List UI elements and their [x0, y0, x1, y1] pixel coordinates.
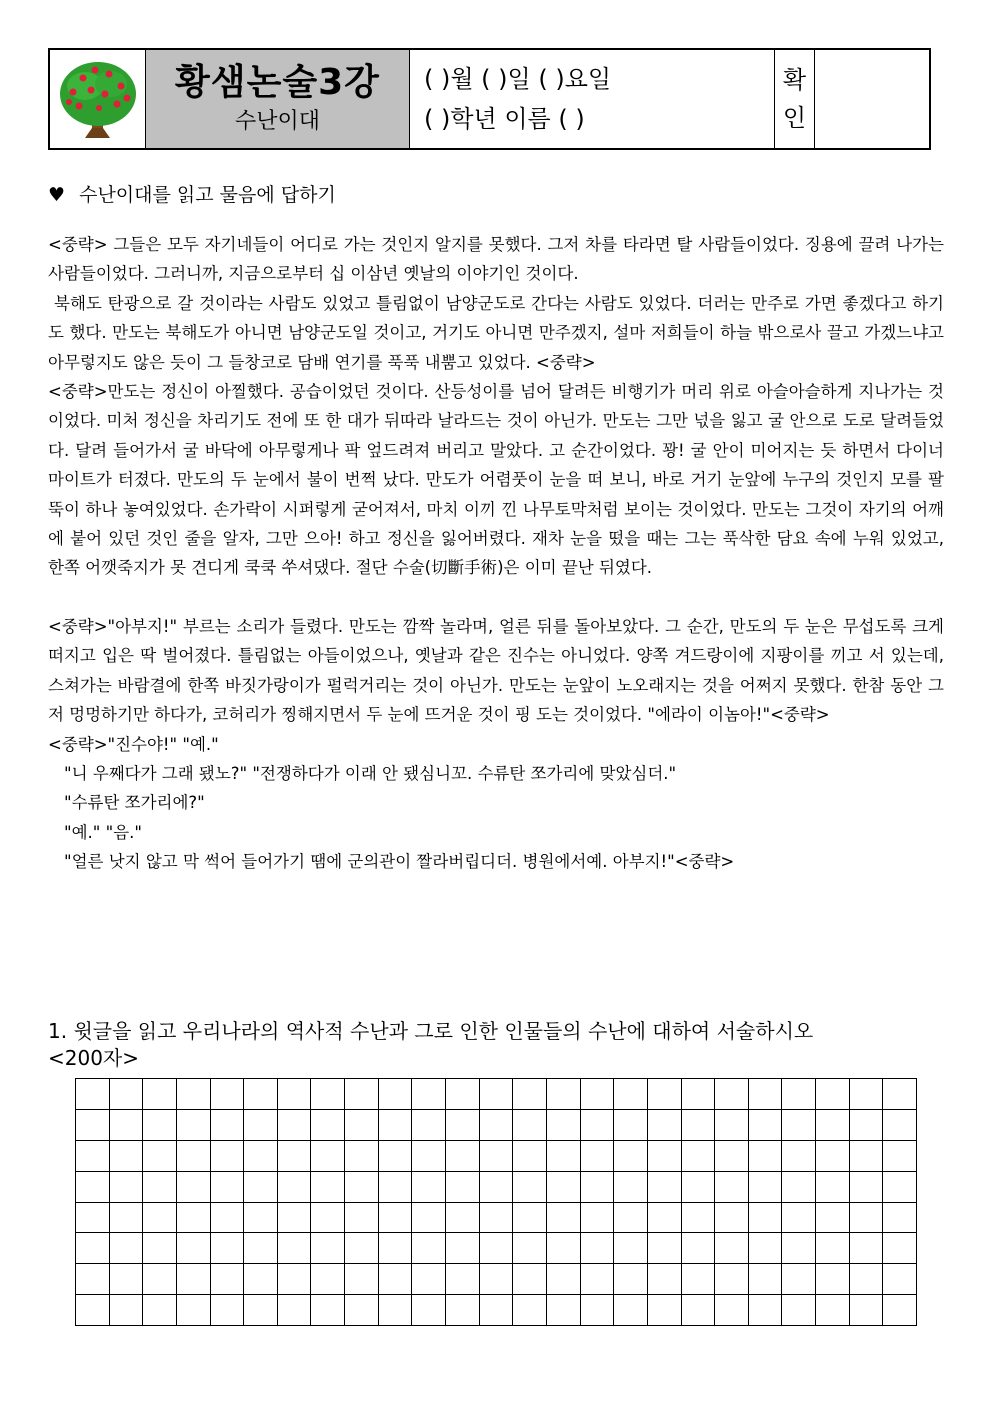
- grid-cell[interactable]: [278, 1203, 312, 1234]
- grid-cell[interactable]: [379, 1110, 413, 1141]
- grid-cell[interactable]: [648, 1264, 682, 1295]
- grid-cell[interactable]: [850, 1110, 884, 1141]
- grid-cell[interactable]: [749, 1264, 783, 1295]
- grid-cell[interactable]: [715, 1233, 749, 1264]
- grid-cell[interactable]: [110, 1295, 144, 1326]
- grid-cell[interactable]: [513, 1110, 547, 1141]
- section-title: [48, 180, 336, 207]
- grid-cell[interactable]: [278, 1079, 312, 1110]
- grid-cell[interactable]: [480, 1079, 514, 1110]
- grid-cell[interactable]: [614, 1079, 648, 1110]
- grid-cell[interactable]: [883, 1264, 917, 1295]
- dialogue-line-4: "예." "음.": [64, 822, 142, 842]
- grid-cell[interactable]: [412, 1079, 446, 1110]
- apple-tree-icon: [55, 56, 141, 142]
- grid-cell[interactable]: [715, 1203, 749, 1234]
- grid-cell[interactable]: [749, 1079, 783, 1110]
- grid-cell[interactable]: [278, 1172, 312, 1203]
- grid-cell[interactable]: [345, 1141, 379, 1172]
- grid-cell[interactable]: [682, 1172, 716, 1203]
- grid-cell[interactable]: [883, 1110, 917, 1141]
- grid-cell[interactable]: [311, 1079, 345, 1110]
- grid-cell[interactable]: [715, 1110, 749, 1141]
- confirm-label-2: 인: [782, 104, 807, 132]
- grid-cell[interactable]: [850, 1079, 884, 1110]
- grid-cell[interactable]: [345, 1172, 379, 1203]
- grid-cell[interactable]: [547, 1264, 581, 1295]
- grid-cell[interactable]: [211, 1079, 245, 1110]
- grid-cell[interactable]: [648, 1079, 682, 1110]
- grid-cell[interactable]: [581, 1079, 615, 1110]
- grid-cell[interactable]: [749, 1141, 783, 1172]
- grid-cell[interactable]: [749, 1110, 783, 1141]
- grid-cell[interactable]: [581, 1233, 615, 1264]
- grid-cell[interactable]: [412, 1172, 446, 1203]
- logo-cell: [50, 50, 146, 148]
- grid-cell[interactable]: [648, 1203, 682, 1234]
- grid-cell[interactable]: [211, 1141, 245, 1172]
- grid-cell[interactable]: [311, 1295, 345, 1326]
- grid-cell[interactable]: [782, 1110, 816, 1141]
- grid-cell[interactable]: [782, 1079, 816, 1110]
- grid-cell[interactable]: [480, 1295, 514, 1326]
- grid-cell[interactable]: [177, 1295, 211, 1326]
- grid-cell[interactable]: [547, 1141, 581, 1172]
- grid-cell[interactable]: [311, 1264, 345, 1295]
- grid-cell[interactable]: [513, 1141, 547, 1172]
- grid-cell[interactable]: [412, 1141, 446, 1172]
- grid-cell[interactable]: [412, 1203, 446, 1234]
- grid-cell[interactable]: [614, 1295, 648, 1326]
- grid-cell[interactable]: [211, 1295, 245, 1326]
- grid-cell[interactable]: [749, 1203, 783, 1234]
- title-cell: [146, 50, 410, 148]
- grid-cell[interactable]: [648, 1110, 682, 1141]
- worksheet-subtitle: 수난이대: [234, 109, 320, 134]
- grid-cell[interactable]: [446, 1295, 480, 1326]
- grade-name-line[interactable]: ( )학년 이름 ( ): [424, 105, 585, 133]
- dialogue-line-5: "얼른 낫지 않고 막 썩어 들어가기 땜에 군의관이 짤라버립디더. 병원에서예. 아부지!"<중략>: [64, 852, 735, 872]
- grid-cell[interactable]: [244, 1264, 278, 1295]
- grid-cell[interactable]: [480, 1172, 514, 1203]
- grid-cell[interactable]: [379, 1172, 413, 1203]
- worksheet-header: [48, 48, 931, 150]
- grid-cell[interactable]: [177, 1110, 211, 1141]
- grid-cell[interactable]: [682, 1110, 716, 1141]
- grid-cell[interactable]: [446, 1233, 480, 1264]
- grid-cell[interactable]: [682, 1295, 716, 1326]
- grid-cell[interactable]: [143, 1233, 177, 1264]
- grid-cell[interactable]: [379, 1079, 413, 1110]
- grid-cell[interactable]: [379, 1264, 413, 1295]
- grid-cell[interactable]: [749, 1172, 783, 1203]
- grid-cell[interactable]: [76, 1110, 110, 1141]
- grid-cell[interactable]: [446, 1110, 480, 1141]
- grid-cell[interactable]: [816, 1110, 850, 1141]
- grid-cell[interactable]: [412, 1110, 446, 1141]
- grid-cell[interactable]: [177, 1203, 211, 1234]
- grid-cell[interactable]: [850, 1172, 884, 1203]
- grid-cell[interactable]: [110, 1141, 144, 1172]
- grid-cell[interactable]: [110, 1203, 144, 1234]
- grid-cell[interactable]: [211, 1264, 245, 1295]
- grid-cell[interactable]: [211, 1172, 245, 1203]
- grid-cell[interactable]: [547, 1172, 581, 1203]
- grid-cell[interactable]: [311, 1172, 345, 1203]
- grid-cell[interactable]: [76, 1295, 110, 1326]
- grid-cell[interactable]: [513, 1079, 547, 1110]
- grid-cell[interactable]: [480, 1203, 514, 1234]
- grid-cell[interactable]: [682, 1079, 716, 1110]
- grid-cell[interactable]: [311, 1203, 345, 1234]
- grid-cell[interactable]: [614, 1172, 648, 1203]
- grid-cell[interactable]: [581, 1141, 615, 1172]
- grid-cell[interactable]: [278, 1141, 312, 1172]
- grid-cell[interactable]: [244, 1233, 278, 1264]
- grid-cell[interactable]: [76, 1172, 110, 1203]
- passage-paragraph-2: 북해도 탄광으로 갈 것이라는 사람도 있었고 틀림없이 남양군도로 간다는 사람도 있었다. 더러는 만주로 가면 좋겠다고 하기도 했다. 만도는 북해도가 아니면 남양군도일 것이고, 거기도 아니면 만주겠지, 설마 저희들이 하늘 밖으로사 끌고 가겠느냐고 아무렇지도 않은 듯이 그 들창코로 담배 연기를 푹푹 내뿜고 있었다. <중략>: [48, 293, 944, 372]
- dialogue-line-1: <중략>"진수야!" "예.": [48, 734, 219, 754]
- grid-cell[interactable]: [816, 1172, 850, 1203]
- grid-cell[interactable]: [177, 1079, 211, 1110]
- grid-cell[interactable]: [850, 1141, 884, 1172]
- grid-cell[interactable]: [513, 1203, 547, 1234]
- grid-cell[interactable]: [883, 1079, 917, 1110]
- grid-cell[interactable]: [110, 1172, 144, 1203]
- grid-cell[interactable]: [345, 1203, 379, 1234]
- grid-cell[interactable]: [850, 1203, 884, 1234]
- grid-cell[interactable]: [76, 1203, 110, 1234]
- grid-cell[interactable]: [816, 1233, 850, 1264]
- answer-writing-grid[interactable]: [75, 1078, 917, 1326]
- grid-cell[interactable]: [446, 1203, 480, 1234]
- grid-cell[interactable]: [782, 1203, 816, 1234]
- grid-cell[interactable]: [782, 1233, 816, 1264]
- grid-cell[interactable]: [244, 1172, 278, 1203]
- grid-cell[interactable]: [244, 1079, 278, 1110]
- grid-cell[interactable]: [749, 1233, 783, 1264]
- grid-cell[interactable]: [110, 1264, 144, 1295]
- grid-cell[interactable]: [480, 1110, 514, 1141]
- grid-cell[interactable]: [715, 1172, 749, 1203]
- grid-cell[interactable]: [412, 1233, 446, 1264]
- grid-cell[interactable]: [614, 1203, 648, 1234]
- grid-cell[interactable]: [110, 1233, 144, 1264]
- grid-cell[interactable]: [412, 1295, 446, 1326]
- grid-cell[interactable]: [850, 1264, 884, 1295]
- grid-cell[interactable]: [682, 1203, 716, 1234]
- grid-cell[interactable]: [883, 1141, 917, 1172]
- grid-cell[interactable]: [278, 1233, 312, 1264]
- grid-cell[interactable]: [547, 1079, 581, 1110]
- grid-cell[interactable]: [345, 1110, 379, 1141]
- grid-cell[interactable]: [547, 1110, 581, 1141]
- grid-cell[interactable]: [177, 1172, 211, 1203]
- grid-cell[interactable]: [715, 1079, 749, 1110]
- question-limit: <200자>: [48, 1046, 140, 1070]
- grid-cell[interactable]: [581, 1172, 615, 1203]
- passage-paragraph-4: <중략>"아부지!" 부르는 소리가 들렸다. 만도는 깜짝 놀라며, 얼른 뒤를 돌아보았다. 그 순간, 만도의 두 눈은 무섭도록 크게 떠지고 입은 딱 벌어졌다. 틀림없는 아들이었으나, 옛날과 같은 진수는 아니었다. 양쪽 겨드랑이에 지팡이를 끼고 서 있는데, 스쳐가는 바람결에 한쪽 바짓가랑이가 펄럭거리는 것이 아닌가. 만도는 눈앞이 노오래지는 것을 어쩌지 못했다. 한참 동안 그저 멍멍하기만 하다가, 코허리가 찡해지면서 두 눈에 뜨거운 것이 핑 도는 것이었다. "에라이 이놈아!"<중략>: [48, 616, 944, 725]
- worksheet-title: 황샘논술3강: [175, 62, 380, 103]
- grid-cell[interactable]: [883, 1172, 917, 1203]
- grid-cell[interactable]: [446, 1264, 480, 1295]
- grid-cell[interactable]: [143, 1203, 177, 1234]
- grid-cell[interactable]: [547, 1233, 581, 1264]
- grid-cell[interactable]: [547, 1295, 581, 1326]
- grid-cell[interactable]: [513, 1295, 547, 1326]
- grid-cell[interactable]: [446, 1079, 480, 1110]
- grid-cell[interactable]: [244, 1141, 278, 1172]
- grid-cell[interactable]: [278, 1295, 312, 1326]
- grid-cell[interactable]: [143, 1172, 177, 1203]
- question-1: [48, 1018, 944, 1072]
- grid-cell[interactable]: [345, 1233, 379, 1264]
- grid-cell[interactable]: [513, 1264, 547, 1295]
- grid-cell[interactable]: [581, 1264, 615, 1295]
- grid-cell[interactable]: [76, 1233, 110, 1264]
- grid-cell[interactable]: [143, 1295, 177, 1326]
- grid-cell[interactable]: [76, 1141, 110, 1172]
- grid-cell[interactable]: [143, 1141, 177, 1172]
- grid-cell[interactable]: [682, 1141, 716, 1172]
- dialogue-line-3: "수류탄 쪼가리에?": [64, 793, 205, 813]
- grid-cell[interactable]: [278, 1264, 312, 1295]
- grid-cell[interactable]: [345, 1079, 379, 1110]
- grid-cell[interactable]: [177, 1233, 211, 1264]
- grid-cell[interactable]: [648, 1141, 682, 1172]
- grid-cell[interactable]: [614, 1141, 648, 1172]
- grid-cell[interactable]: [177, 1141, 211, 1172]
- confirm-signature-box[interactable]: [815, 50, 929, 148]
- grid-cell[interactable]: [883, 1233, 917, 1264]
- grid-cell[interactable]: [177, 1264, 211, 1295]
- reading-passage: [48, 230, 944, 877]
- grid-cell[interactable]: [278, 1110, 312, 1141]
- grid-cell[interactable]: [648, 1295, 682, 1326]
- grid-cell[interactable]: [614, 1110, 648, 1141]
- grid-cell[interactable]: [883, 1295, 917, 1326]
- grid-cell[interactable]: [883, 1203, 917, 1234]
- grid-cell[interactable]: [379, 1295, 413, 1326]
- date-line[interactable]: ( )월 ( )일 ( )요일: [424, 65, 612, 93]
- grid-cell[interactable]: [379, 1141, 413, 1172]
- grid-cell[interactable]: [581, 1110, 615, 1141]
- grid-cell[interactable]: [850, 1233, 884, 1264]
- grid-cell[interactable]: [782, 1264, 816, 1295]
- grid-cell[interactable]: [547, 1203, 581, 1234]
- grid-cell[interactable]: [513, 1172, 547, 1203]
- grid-cell[interactable]: [782, 1172, 816, 1203]
- grid-cell[interactable]: [581, 1295, 615, 1326]
- grid-cell[interactable]: [782, 1295, 816, 1326]
- grid-cell[interactable]: [614, 1264, 648, 1295]
- grid-cell[interactable]: [816, 1079, 850, 1110]
- grid-cell[interactable]: [816, 1141, 850, 1172]
- grid-cell[interactable]: [143, 1264, 177, 1295]
- grid-cell[interactable]: [211, 1233, 245, 1264]
- question-text: 1. 윗글을 읽고 우리나라의 역사적 수난과 그로 인한 인물들의 수난에 대하여 서술하시오: [48, 1019, 814, 1043]
- grid-cell[interactable]: [648, 1172, 682, 1203]
- grid-cell[interactable]: [480, 1233, 514, 1264]
- grid-cell[interactable]: [816, 1264, 850, 1295]
- grid-cell[interactable]: [311, 1110, 345, 1141]
- confirm-label-1: 확: [782, 66, 807, 94]
- grid-cell[interactable]: [412, 1264, 446, 1295]
- grid-cell[interactable]: [76, 1079, 110, 1110]
- grid-cell[interactable]: [816, 1295, 850, 1326]
- grid-cell[interactable]: [614, 1233, 648, 1264]
- grid-cell[interactable]: [782, 1141, 816, 1172]
- date-name-cell: [410, 50, 775, 148]
- grid-cell[interactable]: [682, 1264, 716, 1295]
- grid-cell[interactable]: [446, 1141, 480, 1172]
- grid-cell[interactable]: [345, 1264, 379, 1295]
- grid-cell[interactable]: [816, 1203, 850, 1234]
- grid-cell[interactable]: [715, 1141, 749, 1172]
- grid-cell[interactable]: [345, 1295, 379, 1326]
- grid-cell[interactable]: [715, 1264, 749, 1295]
- heart-icon: ♥: [48, 184, 66, 206]
- grid-cell[interactable]: [110, 1079, 144, 1110]
- grid-cell[interactable]: [143, 1079, 177, 1110]
- grid-cell[interactable]: [244, 1110, 278, 1141]
- grid-cell[interactable]: [749, 1295, 783, 1326]
- grid-cell[interactable]: [682, 1233, 716, 1264]
- grid-cell[interactable]: [211, 1110, 245, 1141]
- grid-cell[interactable]: [513, 1233, 547, 1264]
- grid-cell[interactable]: [143, 1110, 177, 1141]
- grid-cell[interactable]: [244, 1203, 278, 1234]
- grid-cell[interactable]: [480, 1264, 514, 1295]
- grid-cell[interactable]: [581, 1203, 615, 1234]
- grid-cell[interactable]: [110, 1110, 144, 1141]
- grid-cell[interactable]: [244, 1295, 278, 1326]
- grid-cell[interactable]: [850, 1295, 884, 1326]
- grid-cell[interactable]: [379, 1233, 413, 1264]
- grid-cell[interactable]: [311, 1233, 345, 1264]
- dialogue-line-2: "니 우째다가 그래 됐노?" "전쟁하다가 이래 안 됐심니꼬. 수류탄 쪼가리에 맞았심더.": [64, 763, 677, 783]
- confirm-label: [775, 50, 815, 148]
- grid-cell[interactable]: [379, 1203, 413, 1234]
- grid-cell[interactable]: [480, 1141, 514, 1172]
- grid-cell[interactable]: [211, 1203, 245, 1234]
- passage-paragraph-1: <중략> 그들은 모두 자기네들이 어디로 가는 것인지 알지를 못했다. 그저 차를 타라면 탈 사람들이었다. 징용에 끌려 나가는 사람들이었다. 그러니까, 지금으로부터 십 이삼년 옛날의 이야기인 것이다.: [48, 235, 944, 284]
- grid-cell[interactable]: [76, 1264, 110, 1295]
- section-title-text: 수난이대를 읽고 물음에 답하기: [79, 184, 336, 206]
- grid-cell[interactable]: [311, 1141, 345, 1172]
- grid-cell[interactable]: [446, 1172, 480, 1203]
- grid-cell[interactable]: [648, 1233, 682, 1264]
- passage-paragraph-3: <중략>만도는 정신이 아찔했다. 공습이었던 것이다. 산등성이를 넘어 달려든 비행기가 머리 위로 아슬아슬하게 지나가는 것이었다. 미처 정신을 차리기도 전에 또 한 대가 뒤따라 날라드는 것이 아닌가. 만도는 그만 넋을 잃고 굴 안으로 도로 달려들었다. 달려 들어가서 굴 바닥에 아무렇게나 팍 엎드려져 버리고 말았다. 고 순간이었다. 꽝! 굴 안이 미어지는 듯 하면서 다이너마이트가 터졌다. 만도의 두 눈에서 불이 번쩍 났다. 만도가 어렴풋이 눈을 떠 보니, 바로 거기 눈앞에 누구의 것인지 모를 팔뚝이 하나 놓여있었다. 손가락이 시퍼렇게 굳어져서, 마치 이끼 낀 나무토막처럼 보이는 것이었다. 만도는 그것이 자기의 어깨에 붙어 있던 것인 줄을 알자, 그만 으아! 하고 정신을 잃어버렸다. 재차 눈을 떴을 때는 그는 푹삭한 담요 속에 누워 있었고, 한쪽 어깻죽지가 못 견디게 쿡쿡 쑤셔댔다. 절단 수술(切斷手術)은 이미 끝난 뒤였다.: [48, 382, 944, 578]
- grid-cell[interactable]: [715, 1295, 749, 1326]
